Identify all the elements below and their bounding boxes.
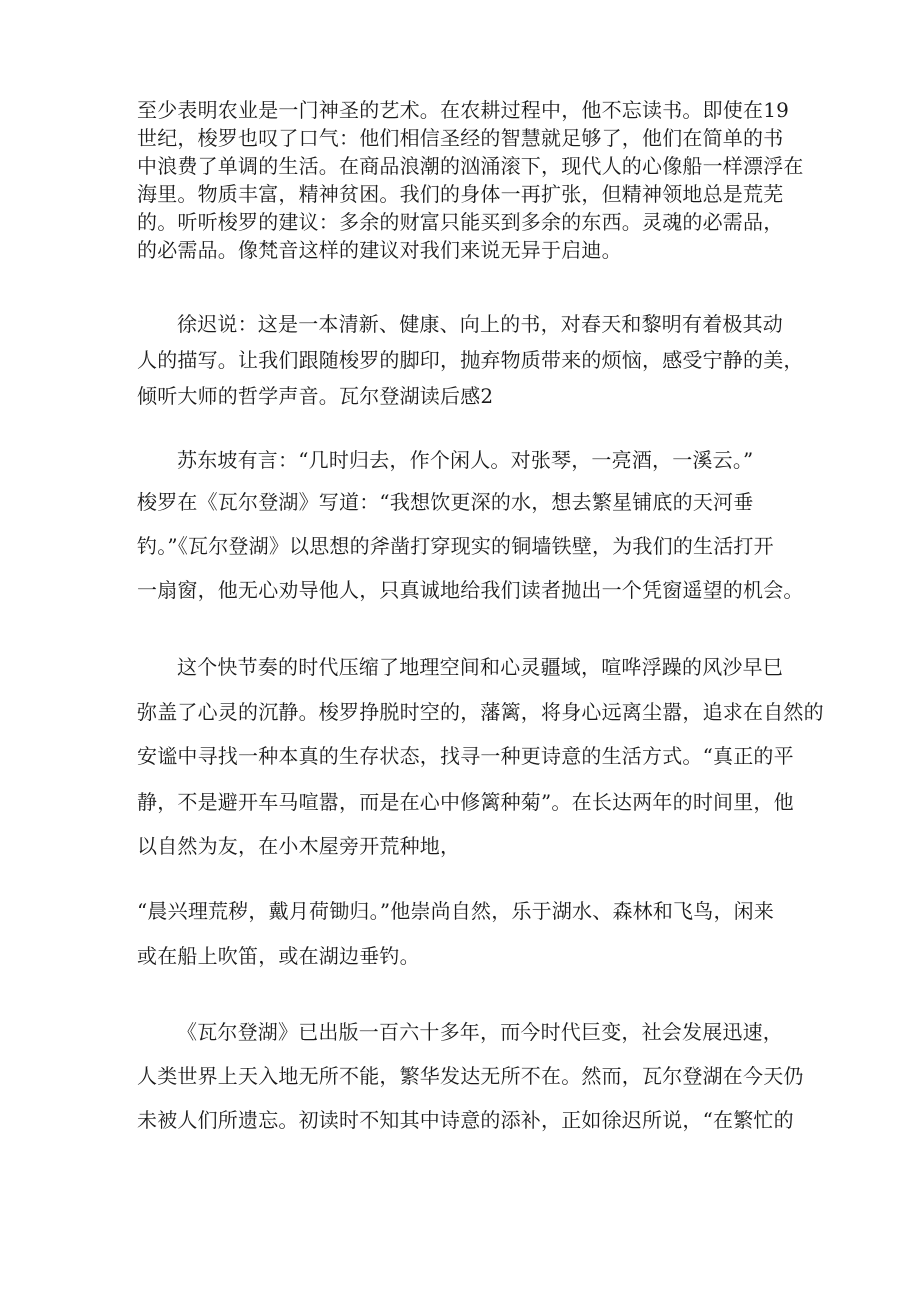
paragraph-4-line-1: 这个快节奏的时代压缩了地理空间和心灵疆域，喧哗浮躁的风沙早巳: [177, 655, 783, 679]
paragraph-2-line-2: 人的描写。让我们跟随梭罗的脚印，抛弃物质带来的烦恼，感受宁静的美，: [137, 348, 804, 372]
paragraph-4-line-5: 以自然为友，在小木屋旁开荒种地，: [137, 834, 461, 858]
paragraph-1-line-5: 的。听听梭罗的建议：多余的财富只能买到多余的东西。灵魂的必需品，: [137, 210, 784, 234]
paragraph-1-line-4: 海里。物质丰富，精神贫困。我们的身体一再扩张，但精神领地总是荒芜: [137, 182, 784, 206]
paragraph-4-line-3: 安谧中寻找一种本真的生存状态，找寻一种更诗意的生活方式。“真正的平: [137, 744, 794, 768]
paragraph-1-line-3: 中浪费了单调的生活。在商品浪潮的汹涌滚下，现代人的心像船一样漂浮在: [137, 154, 804, 178]
paragraph-3-line-2: 梭罗在《瓦尔登湖》写道：“我想饮更深的水，想去繁星铺底的天河垂: [137, 490, 754, 514]
paragraph-5-line-2: 或在船上吹笛，或在湖边垂钓。: [137, 944, 420, 968]
paragraph-6-line-1: 《瓦尔登湖》已出版一百六十多年，而今时代巨变，社会发展迅速，: [177, 1020, 783, 1044]
paragraph-1-line-2: 世纪，梭罗也叹了口气：他们相信圣经的智慧就足够了，他们在简单的书: [137, 126, 784, 150]
paragraph-6-line-3: 未被人们所遗忘。初读时不知其中诗意的添补，正如徐迟所说，“在繁忙的: [137, 1108, 794, 1132]
paragraph-3-line-3: 钓。”《瓦尔登湖》以思想的斧凿打穿现实的铜墙铁壁，为我们的生活打开: [137, 534, 774, 558]
paragraph-5-line-1: “晨兴理荒秽，戴月荷锄归。”他崇尚自然，乐于湖水、森林和飞鸟，闲来: [137, 899, 775, 923]
paragraph-3-line-1: 苏东坡有言：“几时归去，作个闲人。对张琴，一亮酒，一溪云。”: [177, 448, 754, 472]
paragraph-4-line-4: 静，不是避开车马喧嚣，而是在心中修篱种菊”。在长达两年的时间里，他: [137, 790, 794, 814]
paragraph-1-line-6: 的必需品。像梵音这样的建议对我们来说无异于启迪。: [137, 238, 622, 262]
paragraph-2-line-1: 徐迟说：这是一本清新、健康、向上的书，对春天和黎明有着极其动: [177, 312, 783, 336]
paragraph-1-line-1: 至少表明农业是一门神圣的艺术。在农耕过程中，他不忘读书。即使在19: [137, 98, 790, 122]
paragraph-6-line-2: 人类世界上天入地无所不能，繁华发达无所不在。然而，瓦尔登湖在今天仍: [137, 1064, 804, 1088]
paragraph-3-line-4: 一扇窗，他无心劝导他人，只真诚地给我们读者抛出一个凭窗遥望的机会。: [137, 578, 804, 602]
paragraph-2-line-3: 倾听大师的哲学声音。瓦尔登湖读后感2: [137, 384, 494, 408]
paragraph-4-line-2: 弥盖了心灵的沉静。梭罗挣脱时空的，藩篱，将身心远离尘嚣，追求在自然的: [137, 700, 824, 724]
